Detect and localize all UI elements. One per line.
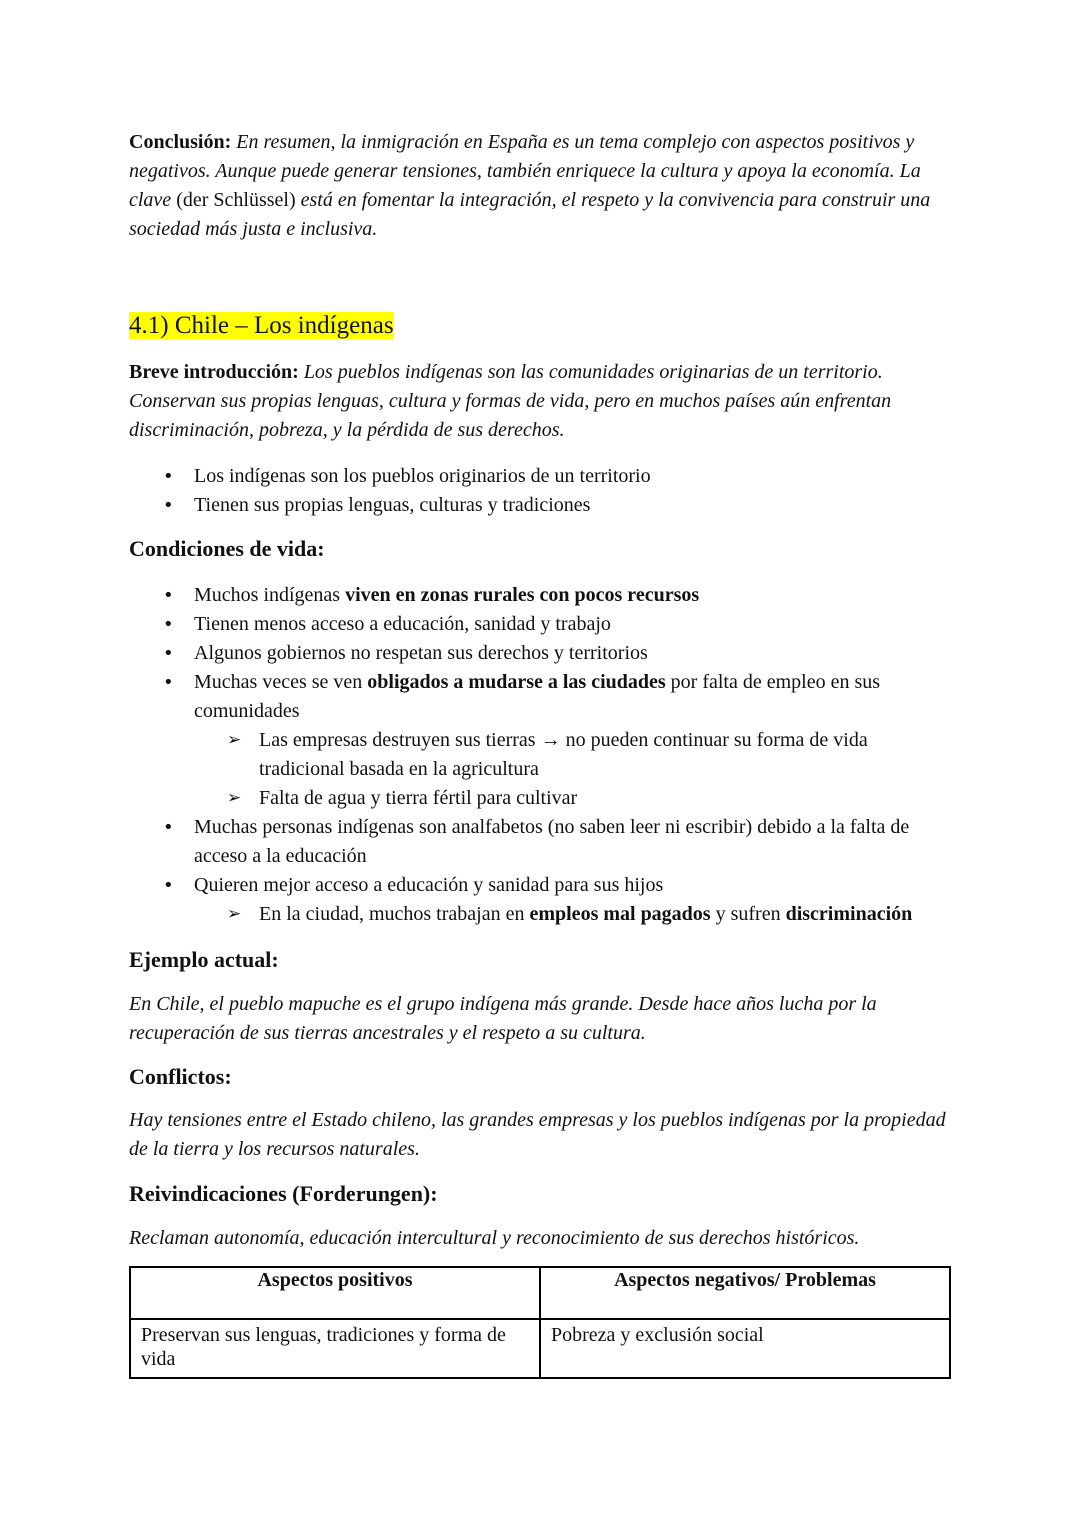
conclusion-text-c: está en fomentar la integración, el respeto y la convivencia para construir una sociedad más justa e inclusiva.	[129, 189, 931, 240]
table-header-row	[130, 1267, 950, 1319]
table-cell: Preservan sus lenguas, tradiciones y forma de vida	[130, 1319, 540, 1378]
table-header-cell: Aspectos negativos/ Problemas	[540, 1267, 950, 1319]
intro-paragraph	[129, 358, 951, 445]
cond-p6-sub-d: discriminación	[785, 903, 913, 925]
section-title	[129, 310, 951, 342]
list-item: • Los indígenas son los pueblos originarios de un territorio	[129, 462, 951, 491]
intro-text: Los pueblos indígenas son las comunidades originarias de un territorio. Conservan sus propias lenguas, cultura y formas de vida, pero en muchos países aún enfrentan discriminación, pobreza, y la pérdida de sus derechos.	[129, 361, 892, 441]
list-item: • Tienen menos acceso a educación, sanidad y trabajo	[129, 610, 951, 639]
cond-p1-b: viven en zonas rurales con pocos recursos	[345, 584, 700, 606]
list-item: • Tienen sus propias lenguas, culturas y tradiciones	[129, 491, 951, 520]
ejemplo-paragraph	[129, 990, 951, 1048]
ejemplo-heading: Ejemplo actual:	[129, 947, 279, 972]
section-title-text: 4.1) Chile – Los indígenas	[129, 312, 394, 339]
document-page	[129, 128, 951, 1379]
intro-label: Breve introducción:	[129, 361, 299, 383]
conclusion-label: Conclusión:	[129, 131, 232, 153]
reivindicaciones-heading: Reivindicaciones (Forderungen):	[129, 1181, 438, 1206]
table-cell: Pobreza y exclusión social	[540, 1319, 950, 1378]
conclusion-paragraph	[129, 128, 951, 244]
list-item	[129, 871, 951, 929]
cond-p6: Quieren mejor acceso a educación y sanidad para sus hijos	[194, 874, 664, 896]
reivindicaciones-text: Reclaman autonomía, educación intercultural y reconocimiento de sus derechos históricos.	[129, 1227, 860, 1249]
cond-p4-a: Muchas veces se ven	[194, 671, 363, 693]
conflictos-heading: Conflictos:	[129, 1064, 232, 1089]
list-item: • Algunos gobiernos no respetan sus derechos y territorios	[129, 639, 951, 668]
list-item: • Muchas personas indígenas son analfabetos (no saben leer ni escribir) debido a la falta de acceso a la educación	[129, 813, 951, 871]
cond-p6-sub-b: empleos mal pagados	[529, 903, 711, 925]
condiciones-heading: Condiciones de vida:	[129, 536, 325, 561]
table-header-cell: Aspectos positivos	[130, 1267, 540, 1319]
sub-list-item	[194, 900, 951, 929]
cond-p6-sub-a: En la ciudad, muchos trabajan en	[259, 903, 525, 925]
conclusion-text-a: En resumen, la inmigración en España es un tema complejo con aspectos positivos y negativos. Aunque puede generar tensiones, también enriquece la cultura y apoya la economía. La clave	[129, 131, 921, 211]
conflictos-paragraph	[129, 1106, 951, 1164]
ejemplo-text: En Chile, el pueblo mapuche es el grupo indígena más grande. Desde hace años lucha por la recuperación de sus tierras ancestrales y el respeto a su cultura.	[129, 993, 877, 1044]
list-item	[129, 581, 951, 610]
sub-list-item: ➢ Falta de agua y tierra fértil para cultivar	[194, 784, 951, 813]
cond-p1-a: Muchos indígenas	[194, 584, 341, 606]
conflictos-text: Hay tensiones entre el Estado chileno, las grandes empresas y los pueblos indígenas por la propiedad de la tierra y los recursos naturales.	[129, 1109, 946, 1160]
cond-p6-sublist	[194, 900, 951, 929]
aspects-table	[129, 1266, 951, 1379]
conclusion-text-b: (der Schlüssel)	[176, 189, 296, 211]
cond-p4-sublist	[194, 726, 951, 813]
condiciones-list	[129, 581, 951, 929]
list-item	[129, 668, 951, 813]
table-row	[130, 1319, 950, 1378]
reivindicaciones-paragraph	[129, 1224, 951, 1253]
intro-points-list	[129, 462, 951, 520]
cond-p4-b: obligados a mudarse a las ciudades	[367, 671, 666, 693]
cond-p6-sub-c: y sufren	[715, 903, 781, 925]
sub-list-item: ➢ Las empresas destruyen sus tierras → no pueden continuar su forma de vida tradicional basada en la agricultura	[194, 726, 951, 784]
cond-p4-c: por falta de empleo en sus comunidades	[194, 671, 881, 722]
